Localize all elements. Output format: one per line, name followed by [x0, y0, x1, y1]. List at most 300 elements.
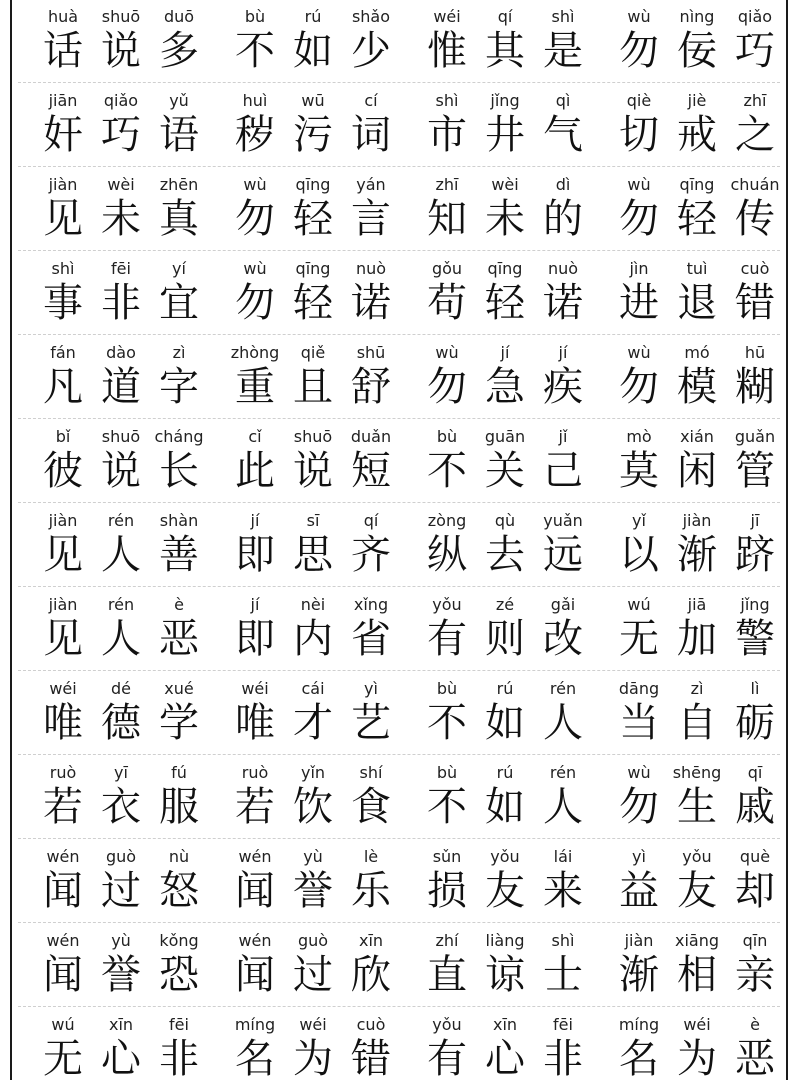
- hanzi-character: 气: [543, 112, 583, 158]
- hanzi-character: 跻: [735, 532, 775, 578]
- hanzi-character: 诺: [543, 280, 583, 326]
- pinyin-label: è: [174, 595, 184, 614]
- pinyin-label: wén: [46, 931, 80, 950]
- pinyin-label: xīn: [358, 931, 384, 950]
- character-cell: [342, 756, 400, 840]
- pinyin-label: xué: [164, 679, 194, 698]
- pinyin-label: jǐng: [740, 595, 770, 614]
- hanzi-character: 饮: [293, 784, 333, 830]
- hanzi-character: 过: [101, 868, 141, 914]
- pinyin-label: wú: [51, 1015, 75, 1034]
- pinyin-label: xīn: [492, 1015, 518, 1034]
- pinyin-label: rén: [549, 763, 577, 782]
- hanzi-character: 若: [235, 784, 275, 830]
- phrase: [610, 1008, 790, 1092]
- pinyin-label: wéi: [299, 1015, 327, 1034]
- text-row: [12, 420, 786, 504]
- hanzi-character: 闻: [43, 952, 83, 998]
- pinyin-label: rén: [549, 679, 577, 698]
- pinyin-label: qīng: [679, 175, 715, 194]
- text-row: [12, 840, 786, 924]
- hanzi-character: 友: [485, 868, 525, 914]
- hanzi-character: 学: [159, 700, 199, 746]
- character-cell: [726, 84, 784, 168]
- character-cell: [342, 672, 400, 756]
- hanzi-character: 是: [543, 28, 583, 74]
- hanzi-character: 无: [43, 1036, 83, 1082]
- pinyin-label: rú: [304, 7, 322, 26]
- pinyin-label: qiè: [626, 91, 652, 110]
- hanzi-character: 人: [543, 700, 583, 746]
- hanzi-character: 闻: [235, 868, 275, 914]
- hanzi-character: 谅: [485, 952, 525, 998]
- character-cell: [726, 252, 784, 336]
- pinyin-label: wù: [627, 7, 651, 26]
- pinyin-label: jiàn: [48, 595, 78, 614]
- phrase: [34, 84, 214, 168]
- pinyin-label: shì: [551, 7, 575, 26]
- phrase: [34, 0, 214, 84]
- text-row: [12, 168, 786, 252]
- hanzi-character: 说: [101, 28, 141, 74]
- pinyin-label: shì: [51, 259, 75, 278]
- pinyin-label: wén: [238, 847, 272, 866]
- character-cell: [534, 924, 592, 1008]
- hanzi-character: 其: [485, 28, 525, 74]
- hanzi-character: 人: [101, 616, 141, 662]
- hanzi-character: 相: [677, 952, 717, 998]
- hanzi-character: 如: [485, 700, 525, 746]
- pinyin-label: guān: [484, 427, 526, 446]
- hanzi-character: 错: [735, 280, 775, 326]
- hanzi-character: 食: [351, 784, 391, 830]
- hanzi-character: 乐: [351, 868, 391, 914]
- phrase: [226, 672, 406, 756]
- hanzi-character: 糊: [735, 364, 775, 410]
- phrase: [226, 252, 406, 336]
- hanzi-character: 非: [543, 1036, 583, 1082]
- hanzi-character: 勿: [427, 364, 467, 410]
- pinyin-label: ruò: [49, 763, 77, 782]
- hanzi-character: 己: [543, 448, 583, 494]
- hanzi-character: 词: [351, 112, 391, 158]
- hanzi-character: 传: [735, 196, 775, 242]
- pinyin-label: fú: [171, 763, 187, 782]
- phrase: [610, 0, 790, 84]
- hanzi-character: 唯: [235, 700, 275, 746]
- character-cell: [342, 252, 400, 336]
- character-cell: [150, 1008, 208, 1092]
- pinyin-label: xīn: [108, 1015, 134, 1034]
- hanzi-character: 益: [619, 868, 659, 914]
- hanzi-character: 名: [619, 1036, 659, 1082]
- pinyin-label: wén: [238, 931, 272, 950]
- pinyin-label: yuǎn: [543, 511, 583, 530]
- text-row: [12, 756, 786, 840]
- phrase: [226, 84, 406, 168]
- pinyin-label: míng: [234, 1015, 276, 1034]
- hanzi-character: 凡: [43, 364, 83, 410]
- pinyin-label: jìn: [629, 259, 649, 278]
- pinyin-label: zhòng: [230, 343, 280, 362]
- text-row: [12, 504, 786, 588]
- character-cell: [342, 924, 400, 1008]
- pinyin-label: jī: [750, 511, 760, 530]
- phrase: [418, 756, 598, 840]
- hanzi-character: 管: [735, 448, 775, 494]
- pinyin-label: jǐ: [558, 427, 568, 446]
- hanzi-character: 话: [43, 28, 83, 74]
- hanzi-character: 奸: [43, 112, 83, 158]
- pinyin-label: dì: [555, 175, 571, 194]
- character-cell: [342, 588, 400, 672]
- hanzi-character: 誉: [101, 952, 141, 998]
- hanzi-character: 退: [677, 280, 717, 326]
- phrase: [34, 840, 214, 924]
- pinyin-label: gǎi: [550, 595, 576, 614]
- hanzi-character: 如: [293, 28, 333, 74]
- character-cell: [342, 1008, 400, 1092]
- character-cell: [150, 252, 208, 336]
- phrase: [34, 924, 214, 1008]
- pinyin-label: wéi: [683, 1015, 711, 1034]
- character-cell: [534, 0, 592, 84]
- phrase: [226, 756, 406, 840]
- character-cell: [342, 504, 400, 588]
- pinyin-label: qīng: [295, 175, 331, 194]
- pinyin-label: wù: [627, 343, 651, 362]
- hanzi-character: 字: [159, 364, 199, 410]
- hanzi-character: 不: [427, 448, 467, 494]
- character-cell: [726, 588, 784, 672]
- hanzi-character: 切: [619, 112, 659, 158]
- hanzi-character: 有: [427, 1036, 467, 1082]
- phrase: [226, 588, 406, 672]
- character-cell: [150, 588, 208, 672]
- phrase: [226, 924, 406, 1008]
- pinyin-label: jí: [250, 595, 260, 614]
- character-cell: [726, 336, 784, 420]
- pinyin-label: lè: [363, 847, 379, 866]
- hanzi-character: 若: [43, 784, 83, 830]
- character-cell: [150, 756, 208, 840]
- pinyin-label: shí: [359, 763, 383, 782]
- hanzi-character: 勿: [619, 784, 659, 830]
- hanzi-character: 少: [351, 28, 391, 74]
- hanzi-character: 无: [619, 616, 659, 662]
- hanzi-character: 恶: [735, 1036, 775, 1082]
- pinyin-label: mò: [626, 427, 652, 446]
- phrase: [418, 420, 598, 504]
- pinyin-label: shū: [356, 343, 386, 362]
- hanzi-character: 井: [485, 112, 525, 158]
- pinyin-label: zhí: [435, 931, 459, 950]
- pinyin-label: qù: [494, 511, 516, 530]
- phrase: [226, 840, 406, 924]
- pinyin-label: qì: [555, 91, 571, 110]
- pinyin-label: bù: [436, 679, 458, 698]
- character-cell: [150, 840, 208, 924]
- hanzi-character: 苟: [427, 280, 467, 326]
- phrase: [418, 1008, 598, 1092]
- hanzi-character: 思: [293, 532, 333, 578]
- character-cell: [342, 84, 400, 168]
- phrase: [34, 672, 214, 756]
- hanzi-character: 人: [543, 784, 583, 830]
- character-cell: [150, 168, 208, 252]
- character-cell: [534, 168, 592, 252]
- pinyin-label: yī: [114, 763, 128, 782]
- pinyin-label: yán: [356, 175, 386, 194]
- pinyin-label: cí: [364, 91, 378, 110]
- pinyin-label: sǔn: [432, 847, 462, 866]
- pinyin-label: wù: [243, 175, 267, 194]
- hanzi-character: 轻: [293, 280, 333, 326]
- phrase: [34, 168, 214, 252]
- phrase: [226, 336, 406, 420]
- pinyin-label: shuō: [101, 7, 141, 26]
- pinyin-label: duō: [163, 7, 195, 26]
- pinyin-label: bù: [436, 763, 458, 782]
- hanzi-character: 不: [427, 700, 467, 746]
- phrase: [610, 588, 790, 672]
- pinyin-label: qiě: [300, 343, 326, 362]
- hanzi-character: 模: [677, 364, 717, 410]
- character-cell: [534, 756, 592, 840]
- hanzi-character: 市: [427, 112, 467, 158]
- hanzi-character: 非: [101, 280, 141, 326]
- pinyin-label: cuò: [356, 1015, 386, 1034]
- phrase: [610, 924, 790, 1008]
- phrase: [610, 840, 790, 924]
- pinyin-label: yì: [364, 679, 378, 698]
- pinyin-label: jiā: [687, 595, 707, 614]
- hanzi-character: 闻: [235, 952, 275, 998]
- hanzi-character: 唯: [43, 700, 83, 746]
- pinyin-label: zì: [172, 343, 186, 362]
- pinyin-label: xiāng: [674, 931, 719, 950]
- hanzi-character: 自: [677, 700, 717, 746]
- hanzi-character: 改: [543, 616, 583, 662]
- pinyin-label: tuì: [686, 259, 708, 278]
- hanzi-character: 轻: [677, 196, 717, 242]
- pinyin-label: wù: [627, 175, 651, 194]
- pinyin-label: shēng: [672, 763, 722, 782]
- hanzi-character: 事: [43, 280, 83, 326]
- hanzi-character: 错: [351, 1036, 391, 1082]
- phrase: [226, 420, 406, 504]
- hanzi-character: 彼: [43, 448, 83, 494]
- character-cell: [534, 672, 592, 756]
- hanzi-character: 知: [427, 196, 467, 242]
- hanzi-character: 巧: [101, 112, 141, 158]
- pinyin-label: dào: [106, 343, 136, 362]
- character-cell: [342, 840, 400, 924]
- pinyin-label: cuò: [740, 259, 770, 278]
- hanzi-character: 才: [293, 700, 333, 746]
- hanzi-character: 砺: [735, 700, 775, 746]
- hanzi-character: 为: [293, 1036, 333, 1082]
- hanzi-character: 勿: [619, 28, 659, 74]
- pinyin-label: guò: [105, 847, 137, 866]
- pinyin-label: guǎn: [734, 427, 776, 446]
- hanzi-character: 勿: [235, 196, 275, 242]
- pinyin-label: yǐ: [632, 511, 646, 530]
- pinyin-label: jí: [250, 511, 260, 530]
- hanzi-character: 急: [485, 364, 525, 410]
- pinyin-label: wù: [243, 259, 267, 278]
- hanzi-character: 却: [735, 868, 775, 914]
- hanzi-character: 佞: [677, 28, 717, 74]
- pinyin-label: rén: [107, 595, 135, 614]
- hanzi-character: 则: [485, 616, 525, 662]
- pinyin-label: kǒng: [159, 931, 199, 950]
- phrase: [34, 420, 214, 504]
- hanzi-character: 真: [159, 196, 199, 242]
- hanzi-character: 过: [293, 952, 333, 998]
- pinyin-label: rú: [496, 763, 514, 782]
- character-cell: [534, 840, 592, 924]
- phrase: [418, 924, 598, 1008]
- phrase: [34, 1008, 214, 1092]
- hanzi-character: 未: [101, 196, 141, 242]
- text-row: [12, 252, 786, 336]
- text-row: [12, 336, 786, 420]
- hanzi-character: 非: [159, 1036, 199, 1082]
- pinyin-label: jiàn: [48, 511, 78, 530]
- phrase: [34, 336, 214, 420]
- hanzi-character: 说: [293, 448, 333, 494]
- character-cell: [150, 84, 208, 168]
- character-cell: [342, 420, 400, 504]
- pinyin-label: xǐng: [353, 595, 389, 614]
- hanzi-character: 言: [351, 196, 391, 242]
- pinyin-label: chuán: [730, 175, 780, 194]
- hanzi-character: 语: [159, 112, 199, 158]
- phrase: [34, 756, 214, 840]
- phrase: [418, 84, 598, 168]
- hanzi-character: 心: [101, 1036, 141, 1082]
- hanzi-character: 善: [159, 532, 199, 578]
- pinyin-label: huà: [47, 7, 79, 26]
- pinyin-label: yǐn: [300, 763, 326, 782]
- pinyin-label: wù: [435, 343, 459, 362]
- pinyin-label: ruò: [241, 763, 269, 782]
- hanzi-character: 直: [427, 952, 467, 998]
- hanzi-character: 以: [619, 532, 659, 578]
- character-cell: [726, 1008, 784, 1092]
- pinyin-label: yǒu: [682, 847, 712, 866]
- hanzi-character: 士: [543, 952, 583, 998]
- hanzi-character: 见: [43, 196, 83, 242]
- text-row: [12, 84, 786, 168]
- pinyin-label: shì: [435, 91, 459, 110]
- pinyin-label: jiè: [687, 91, 707, 110]
- phrase: [34, 504, 214, 588]
- character-cell: [726, 840, 784, 924]
- pinyin-label: cái: [301, 679, 325, 698]
- pinyin-label: lái: [553, 847, 573, 866]
- character-cell: [726, 0, 784, 84]
- hanzi-character: 此: [235, 448, 275, 494]
- phrase: [418, 588, 598, 672]
- phrase: [418, 0, 598, 84]
- phrase: [226, 504, 406, 588]
- character-cell: [534, 252, 592, 336]
- text-row: [12, 924, 786, 1008]
- text-row: [12, 0, 786, 84]
- hanzi-character: 内: [293, 616, 333, 662]
- hanzi-character: 即: [235, 616, 275, 662]
- pinyin-label: gǒu: [431, 259, 463, 278]
- pinyin-label: wéi: [49, 679, 77, 698]
- phrase: [34, 252, 214, 336]
- hanzi-character: 齐: [351, 532, 391, 578]
- hanzi-character: 短: [351, 448, 391, 494]
- hanzi-character: 亲: [735, 952, 775, 998]
- pinyin-label: è: [750, 1015, 760, 1034]
- character-cell: [150, 504, 208, 588]
- pinyin-label: nèi: [300, 595, 326, 614]
- pinyin-label: fēi: [553, 1015, 573, 1034]
- hanzi-character: 远: [543, 532, 583, 578]
- character-cell: [150, 336, 208, 420]
- pinyin-label: yǒu: [432, 1015, 462, 1034]
- hanzi-character: 勿: [619, 196, 659, 242]
- phrase: [610, 756, 790, 840]
- pinyin-label: huì: [242, 91, 268, 110]
- hanzi-character: 且: [293, 364, 333, 410]
- character-cell: [726, 924, 784, 1008]
- character-cell: [534, 588, 592, 672]
- text-row: [12, 588, 786, 672]
- pinyin-label: zé: [495, 595, 515, 614]
- hanzi-character: 生: [677, 784, 717, 830]
- hanzi-character: 即: [235, 532, 275, 578]
- hanzi-character: 长: [159, 448, 199, 494]
- hanzi-character: 诺: [351, 280, 391, 326]
- hanzi-character: 为: [677, 1036, 717, 1082]
- pinyin-label: jí: [500, 343, 510, 362]
- hanzi-character: 渐: [677, 532, 717, 578]
- hanzi-character: 勿: [619, 364, 659, 410]
- hanzi-character: 见: [43, 532, 83, 578]
- pinyin-label: qīng: [295, 259, 331, 278]
- character-cell: [342, 0, 400, 84]
- pinyin-label: mó: [684, 343, 710, 362]
- pinyin-label: qí: [363, 511, 379, 530]
- pinyin-label: wū: [301, 91, 325, 110]
- pinyin-label: jiàn: [682, 511, 712, 530]
- hanzi-character: 轻: [485, 280, 525, 326]
- pinyin-label: yì: [632, 847, 646, 866]
- hanzi-character: 誉: [293, 868, 333, 914]
- hanzi-character: 进: [619, 280, 659, 326]
- pinyin-label: shǎo: [351, 7, 391, 26]
- hanzi-character: 恶: [159, 616, 199, 662]
- pinyin-label: nù: [168, 847, 190, 866]
- hanzi-character: 欣: [351, 952, 391, 998]
- hanzi-character: 服: [159, 784, 199, 830]
- hanzi-character: 当: [619, 700, 659, 746]
- hanzi-character: 恐: [159, 952, 199, 998]
- hanzi-character: 闲: [677, 448, 717, 494]
- character-cell: [534, 336, 592, 420]
- pinyin-label: dé: [111, 679, 131, 698]
- hanzi-character: 重: [235, 364, 275, 410]
- hanzi-character: 来: [543, 868, 583, 914]
- pinyin-label: duǎn: [350, 427, 392, 446]
